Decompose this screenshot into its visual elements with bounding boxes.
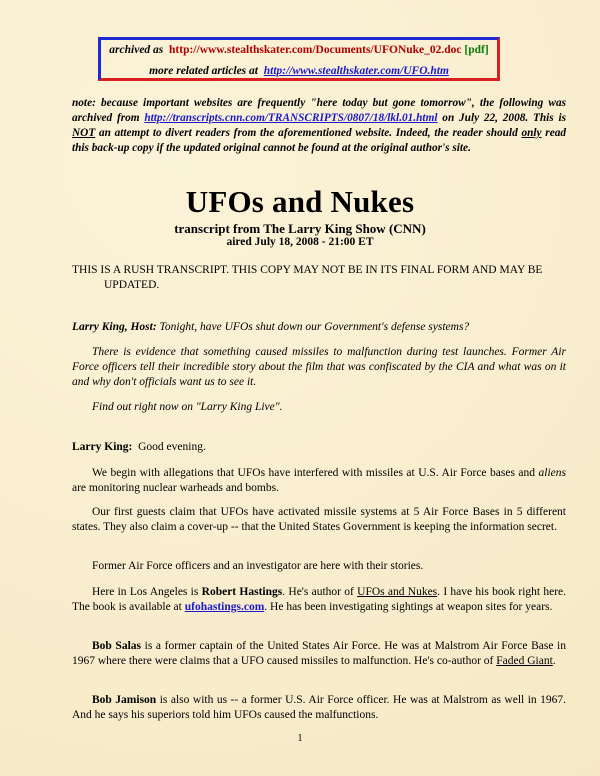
greeting-line: Larry King: Good evening. <box>72 441 206 453</box>
book-title-ufos-and-nukes: UFOs and Nukes <box>357 586 438 598</box>
pdf-link[interactable]: [pdf] <box>464 44 489 56</box>
aired-date: aired July 18, 2008 - 21:00 ET <box>226 236 374 248</box>
body-paragraph-4: Here in Los Angeles is Robert Hastings. He's author of UFOs and Nukes. I have his book right here. The book is available at ufohastings.com. He has been investigating sightings at weapon sites for years. <box>72 586 567 613</box>
body-paragraph-3: Former Air Force officers and an investigator are here with their stories. <box>92 560 424 572</box>
intro-paragraph: There is evidence that something caused missiles to malfunction during test launches. Former Air Force officers tell their incredible story about the film that was confiscated by the CIA and what was on it and why don't officials want us to see it. <box>72 346 566 388</box>
body-paragraph-6: Bob Jamison is also with us -- a former U.S. Air Force officer. He was at Malstrom as well in 1967. And he says his superiors told him UFOs caused the malfunctions. <box>72 694 567 721</box>
intro-tease: Find out right now on "Larry King Live". <box>92 401 283 413</box>
book-title-faded-giant: Faded Giant <box>496 655 553 667</box>
body-paragraph-5: Bob Salas is a former captain of the United States Air Force. He was at Malstrom Air Force Base in 1967 where there were claims that a UFO caused missiles to malfunction. He's co-author of Faded Giant. <box>72 640 566 667</box>
archived-label: archived as <box>109 44 164 56</box>
page-number: 1 <box>297 733 303 744</box>
page-title: UFOs and Nukes <box>185 184 415 219</box>
archive-line <box>101 40 497 61</box>
page-subtitle: transcript from The Larry King Show (CNN) <box>174 221 426 236</box>
archive-note: note: because important websites are frequently "here today but gone tomorrow", the following was archived from http://transcripts.cnn.com/TRANSCRIPTS/0807/18/lkl.01.html on July 22, 2008. This is NOT an attempt to divert readers from the aforementioned website. Indeed, the reader should only read this back-up copy if the updated original cannot be found at the original author's site. <box>72 97 567 154</box>
body-paragraph-2: Our first guests claim that UFOs have activated missile systems at 5 Air Force Bases in 5 different states. They also claim a cover-up -- that the United States Government is keeping the information secret. <box>72 506 566 533</box>
related-line <box>101 61 497 82</box>
related-articles-link[interactable]: http://www.stealthskater.com/UFO.htm <box>263 65 449 77</box>
intro-speaker: Larry King, Host: <box>72 321 157 333</box>
archive-info-box <box>98 37 500 81</box>
body-paragraph-1: We begin with allegations that UFOs have interfered with missiles at U.S. Air Force bases and aliens are monitoring nuclear warheads and bombs. <box>72 467 567 494</box>
intro-line: Larry King, Host: Tonight, have UFOs shut down our Government's defense systems? <box>72 321 470 333</box>
archived-doc-link[interactable]: http://www.stealthskater.com/Documents/UFONuke_02.doc <box>169 44 462 56</box>
related-label: more related articles at <box>149 65 258 77</box>
body-speaker: Larry King: <box>72 441 133 453</box>
rush-transcript-notice: THIS IS A RUSH TRANSCRIPT. THIS COPY MAY NOT BE IN ITS FINAL FORM AND MAY BE UPDATED. <box>72 264 543 291</box>
ufohastings-link[interactable]: ufohastings.com <box>184 601 265 613</box>
source-transcript-link[interactable]: http://transcripts.cnn.com/TRANSCRIPTS/0807/18/lkl.01.html <box>144 112 438 124</box>
